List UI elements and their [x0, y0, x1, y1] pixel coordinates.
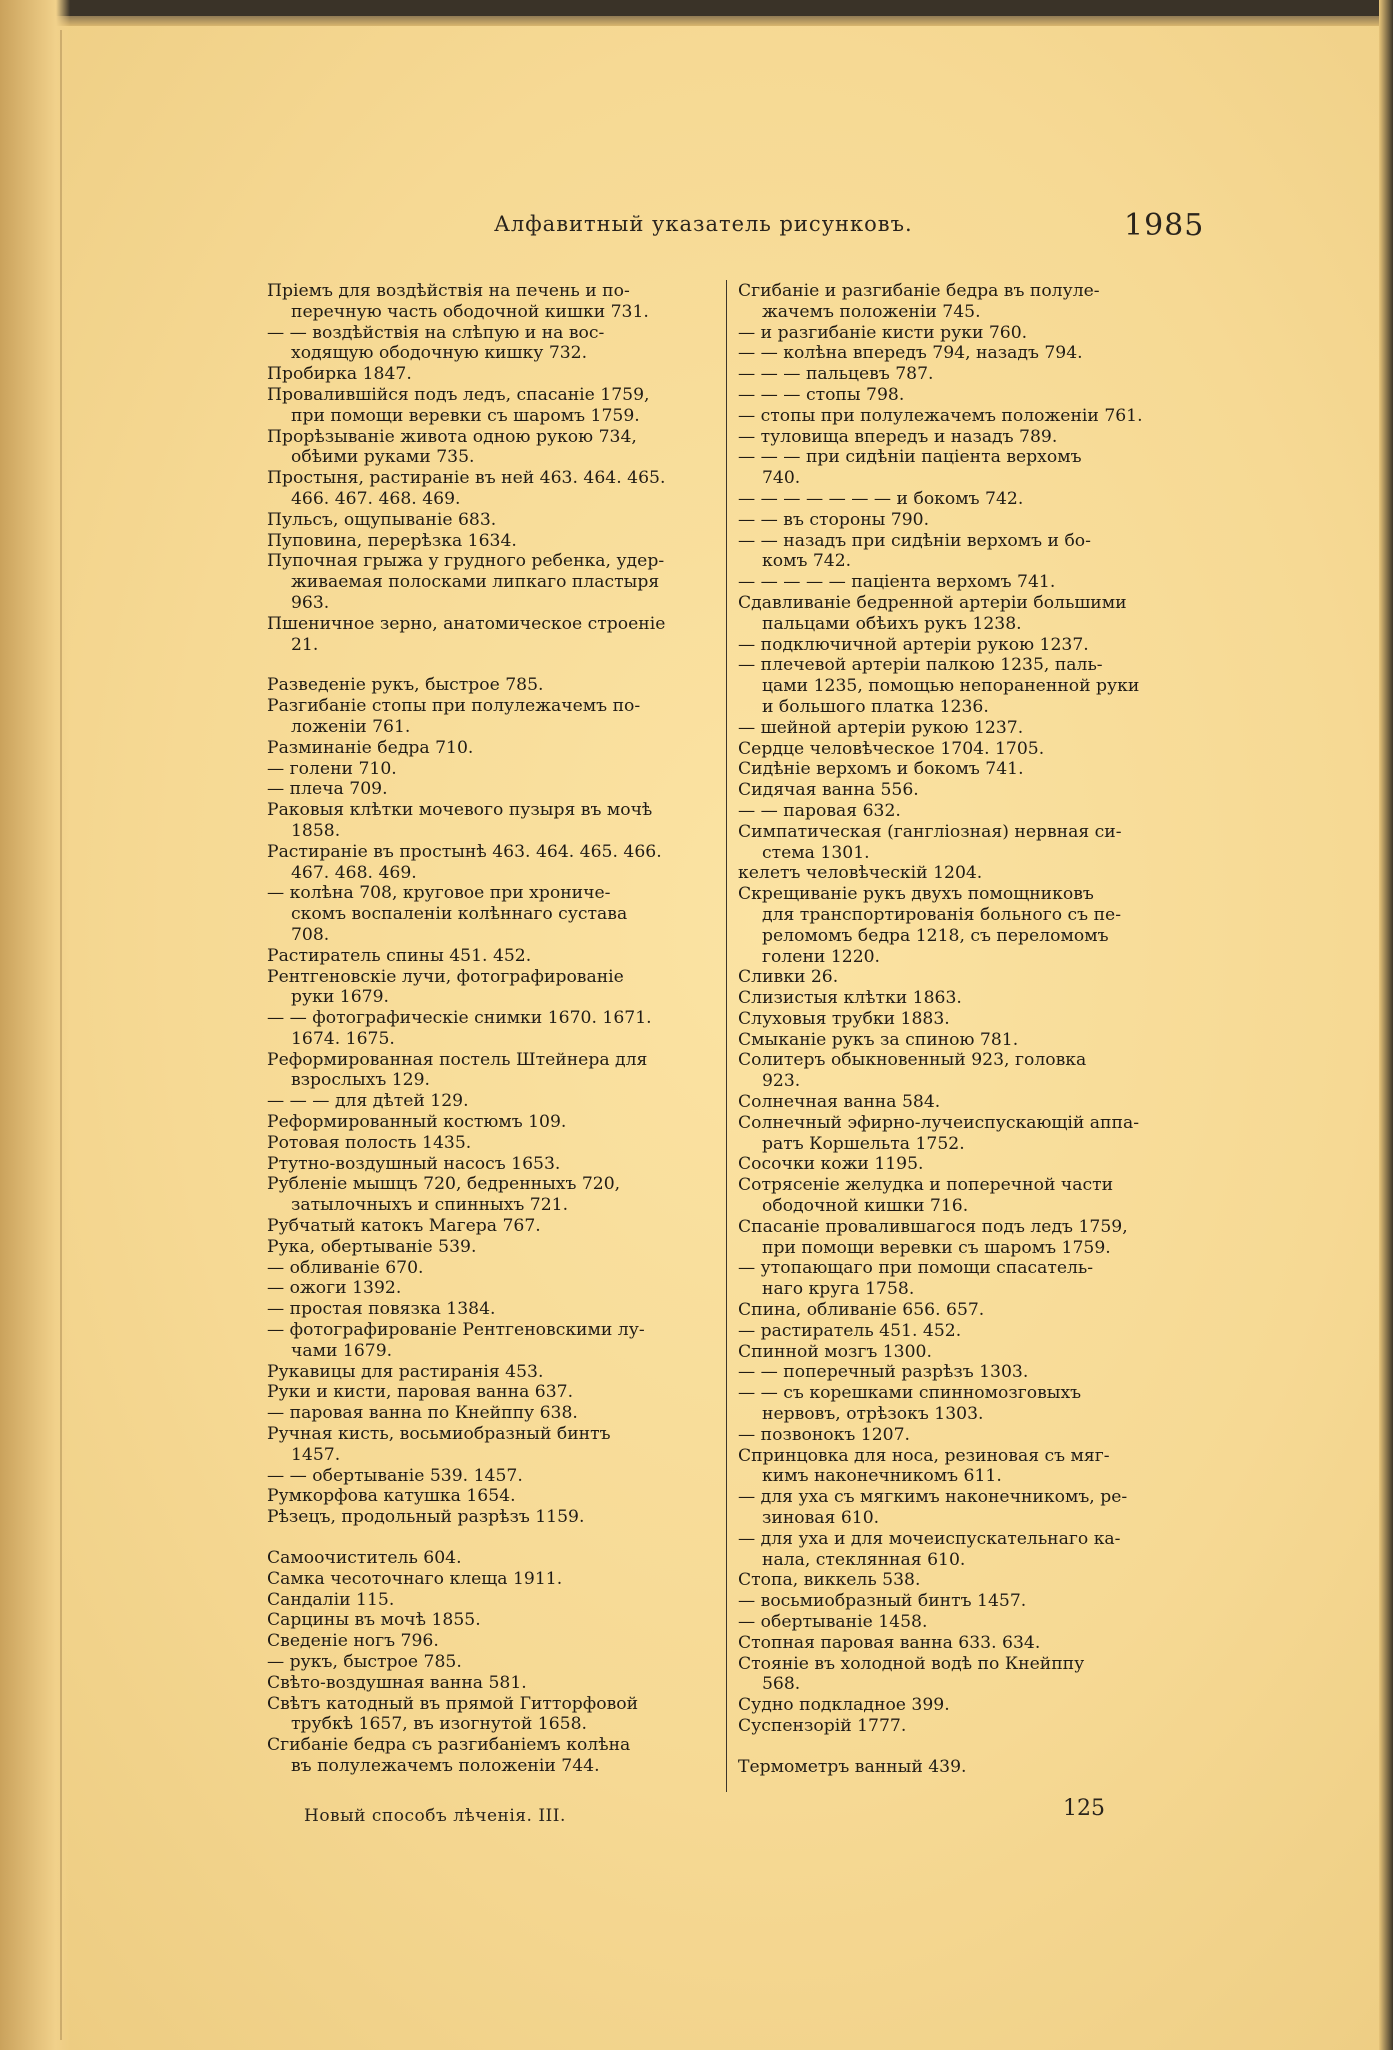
- entry-line: Разгибаніе стопы при полулежачемъ по-: [267, 696, 641, 717]
- entry-continuation-line: трубкѣ 1657, въ изогнутой 1658.: [291, 1714, 588, 1735]
- entry-line: Сердце человѣческое 1704. 1705.: [738, 738, 1045, 759]
- entry-line: — — — при сидѣніи паціента верхомъ: [738, 447, 1082, 468]
- entry-continuation-line: жачемъ положеніи 745.: [762, 301, 981, 322]
- entry-line: — для уха и для мочеиспускательнаго ка-: [738, 1528, 1121, 1549]
- entry-line: Реформированная постель Штейнера для: [267, 1049, 648, 1070]
- entry-continuation-line: ходящую ободочную кишку 732.: [291, 343, 588, 364]
- index-entry: [738, 323, 1200, 344]
- entry-continuation-line: 1457.: [291, 1444, 341, 1465]
- entry-line: келетъ человѣческій 1204.: [738, 863, 983, 884]
- index-entry: [738, 1300, 1200, 1321]
- index-entry: [267, 1652, 719, 1673]
- entry-line: Судно подкладное 399.: [738, 1695, 950, 1716]
- entry-line: Пріемъ для воздѣйствія на печень и по-: [267, 281, 630, 301]
- entry-line: — — — для дѣтей 129.: [267, 1091, 469, 1112]
- entry-continuation-line: руки 1679.: [291, 987, 389, 1008]
- entry-line: — — колѣна впередъ 794, назадъ 794.: [738, 343, 1083, 364]
- index-entry: [267, 946, 719, 967]
- entry-continuation-line: живаемая полосками липкаго пластыря: [291, 572, 660, 593]
- entry-continuation-line: для транспортированія больного съ пе-: [762, 904, 1121, 925]
- entry-line: Сарцины въ мочѣ 1855.: [267, 1610, 481, 1631]
- index-entry: [738, 531, 1200, 573]
- index-entry: [267, 1735, 719, 1777]
- entry-line: Сведеніе ногъ 796.: [267, 1631, 439, 1652]
- index-entry: [738, 718, 1200, 739]
- index-entry: [738, 1591, 1200, 1612]
- entry-line: Сдавливаніе бедренной артеріи большими: [738, 592, 1127, 613]
- index-entry: [267, 696, 719, 738]
- entry-line: Сгибаніе и разгибаніе бедра въ полуле-: [738, 281, 1100, 301]
- index-entry: [267, 281, 719, 323]
- entry-line: Сандаліи 115.: [267, 1589, 395, 1610]
- index-entry: [738, 1362, 1200, 1383]
- section-gap: [267, 1528, 719, 1548]
- index-entry: [738, 447, 1200, 489]
- entry-continuation-line: нала, стеклянная 610.: [762, 1549, 966, 1570]
- index-entry: [267, 1154, 719, 1175]
- entry-continuation-line: обѣими руками 735.: [291, 447, 475, 468]
- index-entry: [738, 635, 1200, 656]
- entry-line: Свѣтъ катодный въ прямой Гитторфовой: [267, 1693, 639, 1714]
- sheet-number: 125: [1063, 1796, 1105, 1821]
- entry-continuation-line: и большого платка 1236.: [762, 696, 989, 717]
- entry-line: Ручная кисть, восьмиобразный бинтъ: [267, 1424, 611, 1445]
- index-entry: [267, 759, 719, 780]
- entry-line: Спасаніе провалившагося подъ ледъ 1759,: [738, 1216, 1128, 1237]
- entry-continuation-line: 467. 468. 469.: [291, 862, 417, 883]
- entry-continuation-line: 466. 467. 468. 469.: [291, 488, 461, 509]
- entry-continuation-line: при помощи веревки съ шаромъ 1759.: [291, 405, 640, 426]
- entry-line: Слуховыя трубки 1883.: [738, 1008, 950, 1029]
- entry-line: Сидячая ванна 556.: [738, 780, 919, 801]
- entry-line: Пупочная грыжа у грудного ребенка, удер-: [267, 551, 665, 572]
- entry-continuation-line: ободочной кишки 716.: [762, 1196, 969, 1217]
- scan-top-shadow: [0, 16, 1393, 26]
- index-entry: [267, 967, 719, 1009]
- entry-line: Растираніе въ простынѣ 463. 464. 465. 466.: [267, 841, 662, 862]
- index-entry: [267, 427, 719, 469]
- index-entry: [738, 801, 1200, 822]
- index-entry: [738, 1529, 1200, 1571]
- index-entry: [267, 1258, 719, 1279]
- entry-continuation-line: взрослыхъ 129.: [291, 1070, 430, 1091]
- entry-line: Рубчатый катокъ Магера 767.: [267, 1216, 541, 1237]
- index-entry: [267, 1216, 719, 1237]
- entry-line: Стопная паровая ванна 633. 634.: [738, 1632, 1041, 1653]
- entry-continuation-line: комъ 742.: [762, 551, 852, 572]
- index-entry: [738, 884, 1200, 967]
- entry-line: — подключичной артеріи рукою 1237.: [738, 634, 1089, 655]
- index-entry: [267, 1631, 719, 1652]
- entry-continuation-line: ратъ Коршельта 1752.: [762, 1133, 965, 1154]
- entry-line: Стояніе въ холодной водѣ по Кнейппу: [738, 1653, 1085, 1674]
- index-entry: [738, 1050, 1200, 1092]
- entry-line: — плеча 709.: [267, 779, 388, 800]
- index-entry: [738, 385, 1200, 406]
- index-entry: [267, 1133, 719, 1154]
- entry-continuation-line: затылочныхъ и спинныхъ 721.: [291, 1195, 569, 1216]
- index-entry: [267, 1424, 719, 1466]
- index-entry: [738, 780, 1200, 801]
- entry-line: — — — — — — — и бокомъ 742.: [738, 488, 1024, 509]
- signature-line: Новый способъ лѣченія. III.: [304, 1806, 566, 1826]
- entry-line: — простая повязка 1384.: [267, 1299, 496, 1320]
- entry-line: Сгибаніе бедра съ разгибаніемъ колѣна: [267, 1735, 631, 1756]
- index-entry: [738, 427, 1200, 448]
- index-entry: [267, 385, 719, 427]
- entry-continuation-line: зиновая 610.: [762, 1508, 880, 1529]
- entry-line: Самка чесоточнаго клеща 1911.: [267, 1568, 563, 1589]
- entry-continuation-line: 740.: [762, 468, 801, 489]
- entry-continuation-line: реломомъ бедра 1218, съ переломомъ: [762, 925, 1109, 946]
- entry-continuation-line: кимъ наконечникомъ 611.: [762, 1466, 1002, 1487]
- section-gap: [738, 1737, 1200, 1757]
- index-entry: [267, 1320, 719, 1362]
- entry-line: — стопы при полулежачемъ положеніи 761.: [738, 405, 1143, 426]
- entry-line: Рубленіе мышцъ 720, бедренныхъ 720,: [267, 1174, 621, 1195]
- entry-continuation-line: голени 1220.: [762, 946, 881, 967]
- index-entry: [267, 1569, 719, 1590]
- entry-line: Руки и кисти, паровая ванна 637.: [267, 1382, 574, 1403]
- index-entry: [267, 1673, 719, 1694]
- index-entry: [267, 1362, 719, 1383]
- entry-line: Пробирка 1847.: [267, 364, 412, 385]
- entry-line: — — съ корешками спинномозговыхъ: [738, 1383, 1082, 1404]
- entry-line: Ротовая полость 1435.: [267, 1132, 472, 1153]
- entry-line: — — фотографическіе снимки 1670. 1671.: [267, 1008, 652, 1029]
- entry-continuation-line: 708.: [291, 924, 330, 945]
- scan-right-edge: [1379, 0, 1393, 2050]
- entry-line: Прорѣзываніе живота одною рукою 734,: [267, 426, 637, 447]
- index-column-right: [738, 281, 1200, 1778]
- index-entry: [738, 988, 1200, 1009]
- index-entry: [267, 1403, 719, 1424]
- index-entry: [738, 1716, 1200, 1737]
- index-entry: [267, 1299, 719, 1320]
- entry-continuation-line: стема 1301.: [762, 842, 870, 863]
- index-entry: [267, 675, 719, 696]
- entry-line: Свѣто-воздушная ванна 581.: [267, 1672, 527, 1693]
- index-entry: [738, 1154, 1200, 1175]
- page-number: 1985: [1124, 208, 1205, 243]
- entry-continuation-line: чами 1679.: [291, 1340, 393, 1361]
- entry-continuation-line: 1858.: [291, 820, 341, 841]
- entry-continuation-line: 923.: [762, 1071, 801, 1092]
- index-entry: [267, 1610, 719, 1631]
- entry-continuation-line: нервовъ, отрѣзокъ 1303.: [762, 1404, 984, 1425]
- index-entry: [267, 883, 719, 945]
- entry-line: Сливки 26.: [738, 967, 839, 988]
- entry-line: Суспензорій 1777.: [738, 1715, 907, 1736]
- index-entry: [738, 1487, 1200, 1529]
- index-entry: [267, 1486, 719, 1507]
- entry-line: — колѣна 708, круговое при хрониче-: [267, 883, 611, 904]
- entry-line: Рентгеновскіе лучи, фотографированіе: [267, 966, 624, 987]
- index-entry: [738, 863, 1200, 884]
- scan-top-edge: [0, 0, 1393, 16]
- entry-line: Спринцовка для носа, резиновая съ мяг-: [738, 1445, 1110, 1466]
- entry-line: Стопа, виккель 538.: [738, 1570, 921, 1591]
- index-entry: [738, 1570, 1200, 1591]
- entry-line: Реформированный костюмъ 109.: [267, 1112, 567, 1133]
- entry-line: Спина, обливаніе 656. 657.: [738, 1300, 985, 1321]
- index-entry: [738, 1383, 1200, 1425]
- entry-line: Симпатическая (гангліозная) нервная си-: [738, 821, 1122, 842]
- entry-line: — — воздѣйствія на слѣпую и на вос-: [267, 322, 605, 343]
- entry-line: Самоочиститель 604.: [267, 1548, 462, 1569]
- index-entry: [738, 572, 1200, 593]
- index-entry: [267, 1694, 719, 1736]
- entry-line: — — поперечный разрѣзъ 1303.: [738, 1362, 1029, 1383]
- index-entry: [738, 1425, 1200, 1446]
- index-entry: [738, 343, 1200, 364]
- entry-line: Рѣзецъ, продольный разрѣзъ 1159.: [267, 1507, 585, 1528]
- entry-line: Раковыя клѣтки мочевого пузыря въ мочѣ: [267, 800, 653, 821]
- index-entry: [738, 1446, 1200, 1488]
- entry-line: Термометръ ванный 439.: [738, 1756, 967, 1777]
- index-entry: [738, 1092, 1200, 1113]
- index-column-left: [267, 281, 719, 1777]
- index-entry: [267, 614, 719, 656]
- entry-line: Разведеніе рукъ, быстрое 785.: [267, 675, 544, 696]
- entry-line: Сосочки кожи 1195.: [738, 1154, 924, 1175]
- index-entry: [738, 1217, 1200, 1259]
- entry-line: Солитеръ обыкновенный 923, головка: [738, 1050, 1087, 1071]
- entry-continuation-line: 963.: [291, 592, 330, 613]
- index-entry: [267, 1466, 719, 1487]
- index-entry: [738, 510, 1200, 531]
- entry-line: Ртутно-воздушный насосъ 1653.: [267, 1153, 561, 1174]
- index-entry: [738, 822, 1200, 864]
- index-entry: [267, 1174, 719, 1216]
- entry-line: — фотографированіе Рентгеновскими лу-: [267, 1320, 645, 1341]
- index-entry: [738, 967, 1200, 988]
- index-entry: [267, 800, 719, 842]
- index-entry: [267, 1237, 719, 1258]
- entry-continuation-line: перечную часть ободочной кишки 731.: [291, 301, 649, 322]
- entry-line: Разминаніе бедра 710.: [267, 737, 474, 758]
- entry-line: Слизистыя клѣтки 1863.: [738, 988, 962, 1009]
- entry-line: Растиратель спины 451. 452.: [267, 945, 532, 966]
- index-entry: [738, 489, 1200, 510]
- index-entry: [738, 1258, 1200, 1300]
- index-entry: [738, 739, 1200, 760]
- index-entry: [738, 1633, 1200, 1654]
- entry-line: — ожоги 1392.: [267, 1278, 402, 1299]
- entry-continuation-line: 21.: [291, 634, 319, 655]
- entry-line: — — обертываніе 539. 1457.: [267, 1465, 523, 1486]
- index-entry: [267, 779, 719, 800]
- entry-line: — обливаніе 670.: [267, 1257, 424, 1278]
- entry-line: — обертываніе 1458.: [738, 1612, 928, 1632]
- index-entry: [267, 510, 719, 531]
- section-gap: [267, 655, 719, 675]
- entry-line: Смыканіе рукъ за спиною 781.: [738, 1029, 1019, 1050]
- index-entry: [267, 1091, 719, 1112]
- entry-line: — — — — — паціента верхомъ 741.: [738, 572, 1056, 593]
- index-entry: [267, 1382, 719, 1403]
- index-entry: [267, 323, 719, 365]
- entry-line: Скрещиваніе рукъ двухъ помощниковъ: [738, 884, 1094, 905]
- entry-line: — туловища впередъ и назадъ 789.: [738, 426, 1058, 447]
- index-entry: [738, 1654, 1200, 1696]
- index-entry: [267, 1278, 719, 1299]
- index-entry: [267, 738, 719, 759]
- entry-line: — и разгибаніе кисти руки 760.: [738, 322, 1028, 343]
- entry-line: Спинной мозгъ 1300.: [738, 1341, 932, 1362]
- index-entry: [267, 1050, 719, 1092]
- entry-line: Проваливш‍ійся подъ ледъ, спасаніе 1759,: [267, 384, 650, 405]
- index-entry: [738, 593, 1200, 635]
- entry-continuation-line: 1674. 1675.: [291, 1028, 395, 1049]
- entry-line: — восьмиобразный бинтъ 1457.: [738, 1591, 1027, 1612]
- index-entry: [267, 1008, 719, 1050]
- entry-line: Пульсъ, ощупываніе 683.: [267, 509, 497, 530]
- index-entry: [267, 364, 719, 385]
- index-entry: [267, 1548, 719, 1569]
- index-entry: [267, 1590, 719, 1611]
- entry-line: Сидѣніе верхомъ и бокомъ 741.: [738, 759, 1024, 780]
- entry-line: — — — пальцевъ 787.: [738, 364, 934, 385]
- index-entry: [738, 406, 1200, 427]
- index-entry: [738, 759, 1200, 780]
- entry-continuation-line: въ полулежачемъ положеніи 744.: [291, 1755, 600, 1776]
- entry-continuation-line: 568.: [762, 1674, 801, 1695]
- gutter-line: [60, 30, 62, 2040]
- index-entry: [738, 1757, 1200, 1778]
- index-entry: [267, 1507, 719, 1528]
- entry-line: Сотрясеніе желудка и поперечной части: [738, 1175, 1114, 1196]
- entry-continuation-line: наго круга 1758.: [762, 1279, 915, 1300]
- running-head: Алфавитный указатель рисунковъ.: [494, 212, 913, 236]
- index-entry: [267, 468, 719, 510]
- entry-line: — голени 710.: [267, 758, 397, 779]
- entry-line: — утопающаго при помощи спасатель-: [738, 1258, 1094, 1279]
- entry-line: Рукавицы для растиранія 453.: [267, 1361, 544, 1382]
- index-entry: [738, 1030, 1200, 1051]
- column-rule: [726, 280, 727, 1792]
- entry-line: — паровая ванна по Кнейппу 638.: [267, 1403, 578, 1424]
- entry-line: Пуповина, перерѣзка 1634.: [267, 530, 517, 551]
- entry-continuation-line: ложеніи 761.: [291, 716, 411, 737]
- entry-line: Рука, обертываніе 539.: [267, 1236, 477, 1257]
- index-entry: [738, 1113, 1200, 1155]
- entry-line: — позвонокъ 1207.: [738, 1424, 911, 1445]
- index-entry: [738, 1695, 1200, 1716]
- entry-line: — рукъ, быстрое 785.: [267, 1652, 462, 1672]
- entry-line: — растиратель 451. 452.: [738, 1320, 962, 1341]
- entry-line: Простыня, растираніе въ ней 463. 464. 465.: [267, 468, 666, 489]
- entry-line: Пшеничное зерно, анатомическое строеніе: [267, 613, 666, 634]
- index-entry: [267, 531, 719, 552]
- entry-line: — плечевой артеріи палкою 1235, паль-: [738, 655, 1103, 676]
- index-entry: [738, 655, 1200, 717]
- index-entry: [738, 1612, 1200, 1633]
- entry-line: — — въ стороны 790.: [738, 509, 930, 530]
- index-entry: [738, 364, 1200, 385]
- index-entry: [738, 1342, 1200, 1363]
- entry-continuation-line: пальцами обѣихъ рукъ 1238.: [762, 613, 1022, 634]
- entry-continuation-line: при помощи веревки съ шаромъ 1759.: [762, 1237, 1111, 1258]
- entry-continuation-line: цами 1235, помощью непораненной руки: [762, 676, 1140, 697]
- entry-line: — для уха съ мягкимъ наконечникомъ, ре-: [738, 1487, 1128, 1508]
- entry-line: Солнечная ванна 584.: [738, 1092, 941, 1113]
- entry-line: — — паровая 632.: [738, 800, 901, 821]
- entry-line: — — назадъ при сидѣніи верхомъ и бо-: [738, 530, 1091, 551]
- index-entry: [738, 1321, 1200, 1342]
- index-entry: [267, 551, 719, 613]
- index-entry: [267, 1112, 719, 1133]
- index-entry: [267, 842, 719, 884]
- entry-line: — шейной артеріи рукою 1237.: [738, 717, 1024, 738]
- index-entry: [738, 1175, 1200, 1217]
- entry-line: Солнечный эфирно-лучеиспускающій аппа-: [738, 1112, 1140, 1133]
- entry-continuation-line: скомъ воспаленіи колѣннаго сустава: [291, 904, 628, 925]
- entry-line: — — — стопы 798.: [738, 384, 905, 405]
- entry-line: Румкорфова катушка 1654.: [267, 1486, 516, 1507]
- index-entry: [738, 281, 1200, 323]
- index-entry: [738, 1009, 1200, 1030]
